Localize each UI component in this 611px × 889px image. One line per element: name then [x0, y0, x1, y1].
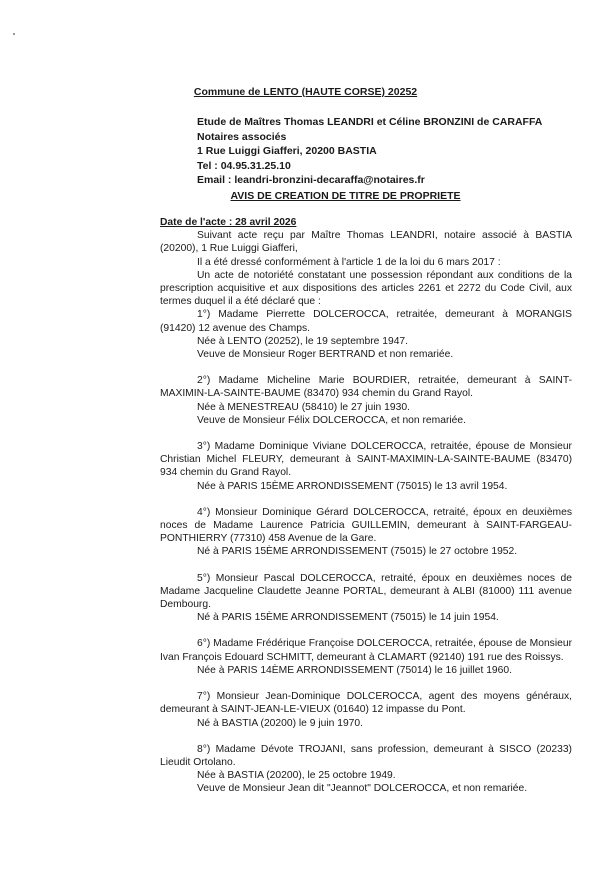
notary-office-name: Etude de Maîtres Thomas LEANDRI et Céline BRONZINI de CARAFFA [197, 116, 543, 128]
notary-office-email: Email : leandri-bronzini-decaraffa@notaires.fr [197, 174, 425, 186]
person-birth: Né à PARIS 15ÈME ARRONDISSEMENT (75015) le 14 juin 1954. [197, 612, 499, 624]
intro-paragraph-3: Un acte de notoriété constatant une possession répondant aux conditions de la prescription acquisitive et aux dispositions des articles 2261 et 2272 du Code Civil, aux termes duquel il a été déclaré que : [160, 269, 572, 308]
person-marital-status: Veuve de Monsieur Jean dit "Jeannot" DOLCEROCCA, et non remariée. [197, 783, 528, 795]
person-identity: 5°) Monsieur Pascal DOLCEROCCA, retraité, époux en deuxièmes noces de Madame Jacqueline Claudette Jeanne PORTAL, demeurant à ALBI (81000) 111 avenue Dembourg. [160, 572, 572, 611]
person-birth: Née à PARIS 14ÈME ARRONDISSEMENT (75014) le 16 juillet 1960. [197, 664, 512, 676]
person-entry [160, 730, 572, 796]
person-entry [160, 677, 572, 730]
person-entry [160, 493, 572, 559]
person-birth: Née à LENTO (20252), le 19 septembre 1947. [197, 335, 409, 347]
commune-heading: Commune de LENTO (HAUTE CORSE) 20252 [193, 86, 418, 98]
persons-list [160, 308, 572, 795]
person-entry [160, 427, 572, 493]
intro-paragraph-2: Il a été dressé conformément à l'article 1 de la loi du 6 mars 2017 : [197, 256, 501, 268]
person-birth: Né à BASTIA (20200) le 9 juin 1970. [197, 717, 363, 729]
person-entry [160, 624, 572, 677]
person-marital-status: Veuve de Monsieur Roger BERTRAND et non remariée. [197, 349, 454, 361]
scan-speck [13, 33, 15, 35]
notice-body [160, 216, 572, 796]
notice-title: AVIS DE CREATION DE TITRE DE PROPRIETE [230, 190, 461, 202]
person-entry [160, 559, 572, 625]
person-identity: 7°) Monsieur Jean-Dominique DOLCEROCCA, agent des moyens généraux, demeurant à SAINT-JEAN-LE-VIEUX (01640) 12 impasse du Pont. [160, 691, 572, 716]
person-identity: 3°) Madame Dominique Viviane DOLCEROCCA, retraitée, épouse de Monsieur Christian Michel FLEURY, demeurant à SAINT-MAXIMIN-LA-SAINTE-BAUME (83470) 934 chemin du Grand Rayol. [160, 441, 572, 479]
person-identity: 4°) Monsieur Dominique Gérard DOLCEROCCA, retraité, époux en deuxièmes noces de Madame Laurence Patricia GUILLEMIN, demeurant à SAINT-FARGEAU-PONTHIERRY (77310) 458 Avenue de la Gare. [160, 506, 572, 545]
person-entry [160, 308, 572, 361]
person-identity: 6°) Madame Frédérique Françoise DOLCEROCCA, retraitée, épouse de Monsieur Ivan François Edouard SCHMITT, demeurant à CLAMART (92140) 191 rue des Roissys. [160, 638, 572, 663]
person-birth: Née à PARIS 15ÈME ARRONDISSEMENT (75015) le 13 avril 1954. [197, 480, 508, 492]
notary-office-block [197, 115, 542, 188]
person-birth: Née à MENESTREAU (58410) le 27 juin 1930. [197, 401, 410, 413]
person-identity: 1°) Madame Pierrette DOLCEROCCA, retraitée, demeurant à MORANGIS (91420) 12 avenue des Champs. [160, 309, 572, 334]
person-marital-status: Veuve de Monsieur Félix DOLCEROCCA, et non remariée. [197, 414, 466, 426]
person-birth: Née à BASTIA (20200), le 25 octobre 1949. [197, 770, 396, 782]
deed-date: Date de l'acte : 28 avril 2026 [160, 217, 297, 228]
intro-paragraph-1: Suivant acte reçu par Maître Thomas LEANDRI, notaire associé à BASTIA (20200), 1 Rue Luiggi Giafferi, [160, 230, 572, 255]
notary-office-address: 1 Rue Luiggi Giafferi, 20200 BASTIA [197, 145, 377, 157]
person-identity: 8°) Madame Dévote TROJANI, sans profession, demeurant à SISCO (20233) Lieudit Ortolano. [160, 743, 572, 768]
person-entry [160, 361, 572, 427]
person-birth: Né à PARIS 15ÈME ARRONDISSEMENT (75015) le 27 octobre 1952. [197, 546, 518, 558]
person-identity: 2°) Madame Micheline Marie BOURDIER, retraitée, demeurant à SAINT-MAXIMIN-LA-SAINTE-BAUME (83470) 934 chemin du Grand Rayol. [160, 375, 572, 400]
notary-office-phone: Tel : 04.95.31.25.10 [197, 159, 291, 172]
notary-office-status: Notaires associés [197, 130, 287, 143]
